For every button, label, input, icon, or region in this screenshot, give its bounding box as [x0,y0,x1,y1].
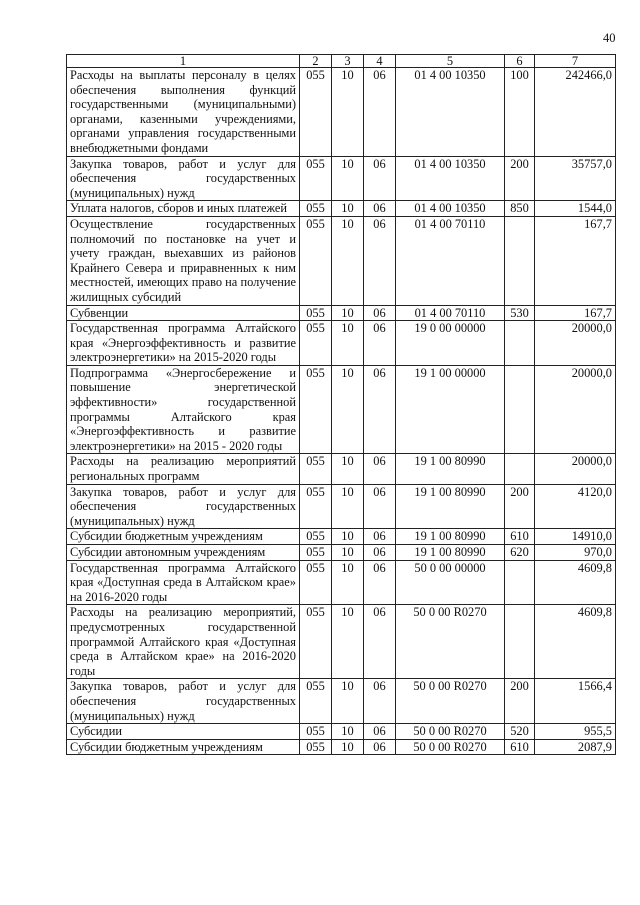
target-article-cell: 50 0 00 R0270 [396,739,505,755]
header-cell: 2 [300,55,332,68]
row-name-cell: Субсидии автономным учреждениям [67,545,300,561]
expense-type-cell [505,560,535,605]
row-name-cell: Закупка товаров, работ и услуг для обеспечения государственных (муниципальных) нужд [67,679,300,724]
table-row [67,545,616,561]
target-article-cell: 50 0 00 R0270 [396,679,505,724]
section-cell: 10 [332,216,364,305]
expense-type-cell [505,365,535,454]
section-cell: 10 [332,605,364,679]
expense-type-cell: 200 [505,679,535,724]
dept-code-cell: 055 [300,679,332,724]
header-cell: 6 [505,55,535,68]
dept-code-cell: 055 [300,739,332,755]
header-cell: 1 [67,55,300,68]
subsection-cell: 06 [364,545,396,561]
amount-cell: 1566,4 [535,679,616,724]
target-article-cell: 50 0 00 R0270 [396,724,505,740]
expense-type-cell [505,605,535,679]
subsection-cell: 06 [364,365,396,454]
section-cell: 10 [332,68,364,157]
amount-cell: 20000,0 [535,365,616,454]
section-cell: 10 [332,365,364,454]
section-cell: 10 [332,545,364,561]
amount-cell: 4120,0 [535,484,616,529]
page-number: 40 [603,31,616,45]
amount-cell: 167,7 [535,305,616,321]
dept-code-cell: 055 [300,305,332,321]
row-name-cell: Субсидии бюджетным учреждениям [67,529,300,545]
amount-cell: 242466,0 [535,68,616,157]
subsection-cell: 06 [364,529,396,545]
expense-type-cell: 200 [505,484,535,529]
section-cell: 10 [332,560,364,605]
amount-cell: 20000,0 [535,321,616,366]
section-cell: 10 [332,484,364,529]
dept-code-cell: 055 [300,216,332,305]
row-name-cell: Расходы на выплаты персоналу в целях обеспечения выполнения функций государственными (муниципальными) органами, казенными учреждениями, органами управления государственными внебюджетными фондами [67,68,300,157]
row-name-cell: Осуществление государственных полномочий по постановке на учет и учету граждан, выехавших из районов Крайнего Севера и приравненных к ним местностей, имеющих право на получение жилищных субсидий [67,216,300,305]
row-name-cell: Государственная программа Алтайского края «Энергоэффективность и развитие электроэнергетики» на 2015-2020 годы [67,321,300,366]
subsection-cell: 06 [364,605,396,679]
row-name-cell: Субсидии бюджетным учреждениям [67,739,300,755]
table-row [67,365,616,454]
dept-code-cell: 055 [300,545,332,561]
table-row [67,529,616,545]
subsection-cell: 06 [364,305,396,321]
target-article-cell: 01 4 00 10350 [396,156,505,201]
subsection-cell: 06 [364,216,396,305]
expense-type-cell: 620 [505,545,535,561]
amount-cell: 2087,9 [535,739,616,755]
dept-code-cell: 055 [300,605,332,679]
table-row [67,201,616,217]
row-name-cell: Расходы на реализацию мероприятий региональных программ [67,454,300,484]
target-article-cell: 01 4 00 10350 [396,201,505,217]
dept-code-cell: 055 [300,321,332,366]
section-cell: 10 [332,201,364,217]
table-row [67,305,616,321]
header-cell: 5 [396,55,505,68]
target-article-cell: 50 0 00 00000 [396,560,505,605]
subsection-cell: 06 [364,156,396,201]
amount-cell: 955,5 [535,724,616,740]
row-name-cell: Государственная программа Алтайского края «Доступная среда в Алтайском крае» на 2016-2020 годы [67,560,300,605]
table-row [67,560,616,605]
table-row [67,321,616,366]
subsection-cell: 06 [364,484,396,529]
subsection-cell: 06 [364,560,396,605]
table-row [67,605,616,679]
expense-type-cell: 850 [505,201,535,217]
section-cell: 10 [332,724,364,740]
row-name-cell: Подпрограмма «Энергосбережение и повышение энергетической эффективности» государственной программы Алтайского края «Энергоэффективность и развитие электроэнергетики» на 2015 - 2020 годы [67,365,300,454]
subsection-cell: 06 [364,201,396,217]
dept-code-cell: 055 [300,68,332,157]
target-article-cell: 19 1 00 80990 [396,529,505,545]
target-article-cell: 19 1 00 00000 [396,365,505,454]
target-article-cell: 50 0 00 R0270 [396,605,505,679]
table-row [67,156,616,201]
table-row [67,68,616,157]
section-cell: 10 [332,739,364,755]
row-name-cell: Уплата налогов, сборов и иных платежей [67,201,300,217]
subsection-cell: 06 [364,724,396,740]
row-name-cell: Закупка товаров, работ и услуг для обеспечения государственных (муниципальных) нужд [67,484,300,529]
row-name-cell: Субсидии [67,724,300,740]
expense-type-cell: 530 [505,305,535,321]
target-article-cell: 19 1 00 80990 [396,484,505,529]
target-article-cell: 19 1 00 80990 [396,545,505,561]
header-cell: 3 [332,55,364,68]
section-cell: 10 [332,529,364,545]
row-name-cell: Закупка товаров, работ и услуг для обеспечения государственных (муниципальных) нужд [67,156,300,201]
amount-cell: 167,7 [535,216,616,305]
subsection-cell: 06 [364,454,396,484]
dept-code-cell: 055 [300,201,332,217]
header-cell: 7 [535,55,616,68]
subsection-cell: 06 [364,739,396,755]
table-row [67,724,616,740]
table-header-row [67,55,616,68]
target-article-cell: 19 0 00 00000 [396,321,505,366]
expense-type-cell [505,321,535,366]
dept-code-cell: 055 [300,156,332,201]
amount-cell: 35757,0 [535,156,616,201]
subsection-cell: 06 [364,679,396,724]
dept-code-cell: 055 [300,560,332,605]
expense-type-cell: 610 [505,739,535,755]
section-cell: 10 [332,679,364,724]
dept-code-cell: 055 [300,454,332,484]
target-article-cell: 01 4 00 10350 [396,68,505,157]
dept-code-cell: 055 [300,724,332,740]
section-cell: 10 [332,305,364,321]
expense-type-cell: 520 [505,724,535,740]
table-row [67,484,616,529]
amount-cell: 970,0 [535,545,616,561]
expense-type-cell: 200 [505,156,535,201]
header-cell: 4 [364,55,396,68]
target-article-cell: 01 4 00 70110 [396,216,505,305]
amount-cell: 20000,0 [535,454,616,484]
target-article-cell: 19 1 00 80990 [396,454,505,484]
amount-cell: 14910,0 [535,529,616,545]
amount-cell: 4609,8 [535,605,616,679]
amount-cell: 1544,0 [535,201,616,217]
expense-type-cell [505,454,535,484]
dept-code-cell: 055 [300,484,332,529]
subsection-cell: 06 [364,321,396,366]
expense-type-cell: 610 [505,529,535,545]
subsection-cell: 06 [364,68,396,157]
row-name-cell: Субвенции [67,305,300,321]
section-cell: 10 [332,321,364,366]
expense-type-cell [505,216,535,305]
table-row [67,454,616,484]
dept-code-cell: 055 [300,529,332,545]
table-row [67,739,616,755]
target-article-cell: 01 4 00 70110 [396,305,505,321]
budget-table [66,54,616,755]
section-cell: 10 [332,156,364,201]
table-row [67,216,616,305]
expense-type-cell: 100 [505,68,535,157]
table-row [67,679,616,724]
amount-cell: 4609,8 [535,560,616,605]
dept-code-cell: 055 [300,365,332,454]
section-cell: 10 [332,454,364,484]
row-name-cell: Расходы на реализацию мероприятий, предусмотренных государственной программой Алтайского края «Доступная среда в Алтайском крае» на 2016-2020 годы [67,605,300,679]
